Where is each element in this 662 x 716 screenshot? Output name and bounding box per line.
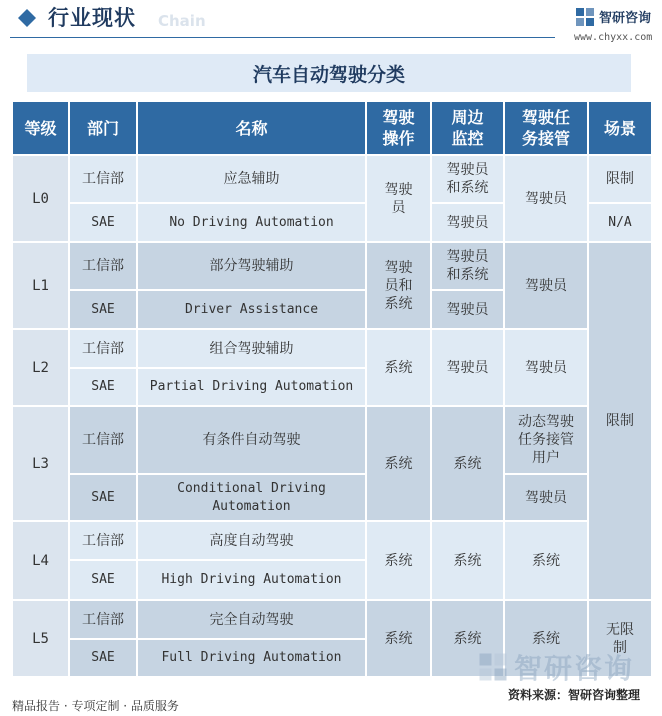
name-cell: Full Driving Automation <box>137 639 366 677</box>
dept-cell: SAE <box>69 560 137 600</box>
table-row <box>12 521 652 560</box>
monitor-cell: 驾驶员 <box>431 290 504 329</box>
name-cell: 组合驾驶辅助 <box>137 329 366 368</box>
name-cell: 高度自动驾驶 <box>137 521 366 560</box>
scene-cell: N/A <box>588 203 652 242</box>
monitor-cell: 驾驶员 <box>431 203 504 242</box>
level-cell: L0 <box>12 155 69 242</box>
name-cell: No Driving Automation <box>137 203 366 242</box>
brand-name: 智研咨询 <box>599 11 652 26</box>
header-name: 名称 <box>137 101 366 155</box>
table-row <box>12 155 652 203</box>
takeover-cell: 系统 <box>504 600 588 677</box>
operation-cell: 系统 <box>366 329 431 406</box>
name-cell: 应急辅助 <box>137 155 366 203</box>
header-operation: 驾驶 操作 <box>366 101 431 155</box>
name-cell: Driver Assistance <box>137 290 366 329</box>
name-cell: 部分驾驶辅助 <box>137 242 366 290</box>
monitor-cell: 系统 <box>431 406 504 521</box>
table-header-row <box>12 101 652 155</box>
operation-cell: 驾驶 员和 系统 <box>366 242 431 329</box>
source-note: 资料来源：智研咨询整理 <box>508 688 641 702</box>
dept-cell: 工信部 <box>69 155 137 203</box>
monitor-cell: 系统 <box>431 600 504 677</box>
dept-cell: SAE <box>69 368 137 406</box>
monitor-cell: 驾驶员 和系统 <box>431 155 504 203</box>
takeover-cell: 驾驶员 <box>504 155 588 242</box>
takeover-cell: 驾驶员 <box>504 242 588 329</box>
watermark <box>478 647 634 687</box>
dept-cell: 工信部 <box>69 600 137 639</box>
operation-cell: 系统 <box>366 600 431 677</box>
footer-tagline: 精品报告 · 专项定制 · 品质服务 <box>12 699 179 713</box>
takeover-cell: 系统 <box>504 521 588 600</box>
header-monitor: 周边 监控 <box>431 101 504 155</box>
monitor-cell: 驾驶员 和系统 <box>431 242 504 290</box>
dept-cell: SAE <box>69 474 137 521</box>
dept-cell: SAE <box>69 203 137 242</box>
dept-cell: 工信部 <box>69 406 137 474</box>
dept-cell: 工信部 <box>69 521 137 560</box>
watermark-logo-icon <box>478 652 508 682</box>
scene-cell: 限制 <box>588 155 652 203</box>
monitor-cell: 驾驶员 <box>431 329 504 406</box>
monitor-cell: 系统 <box>431 521 504 600</box>
dept-cell: 工信部 <box>69 329 137 368</box>
header-takeover: 驾驶任 务接管 <box>504 101 588 155</box>
name-cell: High Driving Automation <box>137 560 366 600</box>
watermark-text: 智研咨询 <box>514 652 635 685</box>
table-row <box>12 406 652 474</box>
takeover-cell: 驾驶员 <box>504 329 588 406</box>
brand-url: www.chyxx.com <box>574 32 653 43</box>
operation-cell: 驾驶 员 <box>366 155 431 242</box>
name-cell: Partial Driving Automation <box>137 368 366 406</box>
name-cell: Conditional Driving Automation <box>137 474 366 521</box>
table-title: 汽车自动驾驶分类 <box>27 54 631 92</box>
header-department: 部门 <box>69 101 137 155</box>
takeover-cell: 驾驶员 <box>504 474 588 521</box>
operation-cell: 系统 <box>366 406 431 521</box>
table-row <box>12 474 652 521</box>
scene-cell: 限制 <box>588 242 652 600</box>
section-title: 行业现状 <box>48 6 136 30</box>
dept-cell: SAE <box>69 639 137 677</box>
table-row <box>12 329 652 368</box>
brand-logo-icon <box>575 7 595 27</box>
operation-cell: 系统 <box>366 521 431 600</box>
level-cell: L4 <box>12 521 69 600</box>
scene-cell: 无限 制 <box>588 600 652 677</box>
takeover-cell: 动态驾驶 任务接管 用户 <box>504 406 588 474</box>
level-cell: L5 <box>12 600 69 677</box>
diamond-icon <box>18 9 36 27</box>
header-level: 等级 <box>12 101 69 155</box>
level-cell: L2 <box>12 329 69 406</box>
name-cell: 完全自动驾驶 <box>137 600 366 639</box>
table-row <box>12 242 652 290</box>
header-scene: 场景 <box>588 101 652 155</box>
level-cell: L1 <box>12 242 69 329</box>
name-cell: 有条件自动驾驶 <box>137 406 366 474</box>
dept-cell: SAE <box>69 290 137 329</box>
dept-cell: 工信部 <box>69 242 137 290</box>
autonomy-classification-table <box>11 100 653 678</box>
section-subtitle: Chain <box>158 12 206 30</box>
table-row <box>12 600 652 639</box>
header-divider <box>10 37 555 38</box>
level-cell: L3 <box>12 406 69 521</box>
